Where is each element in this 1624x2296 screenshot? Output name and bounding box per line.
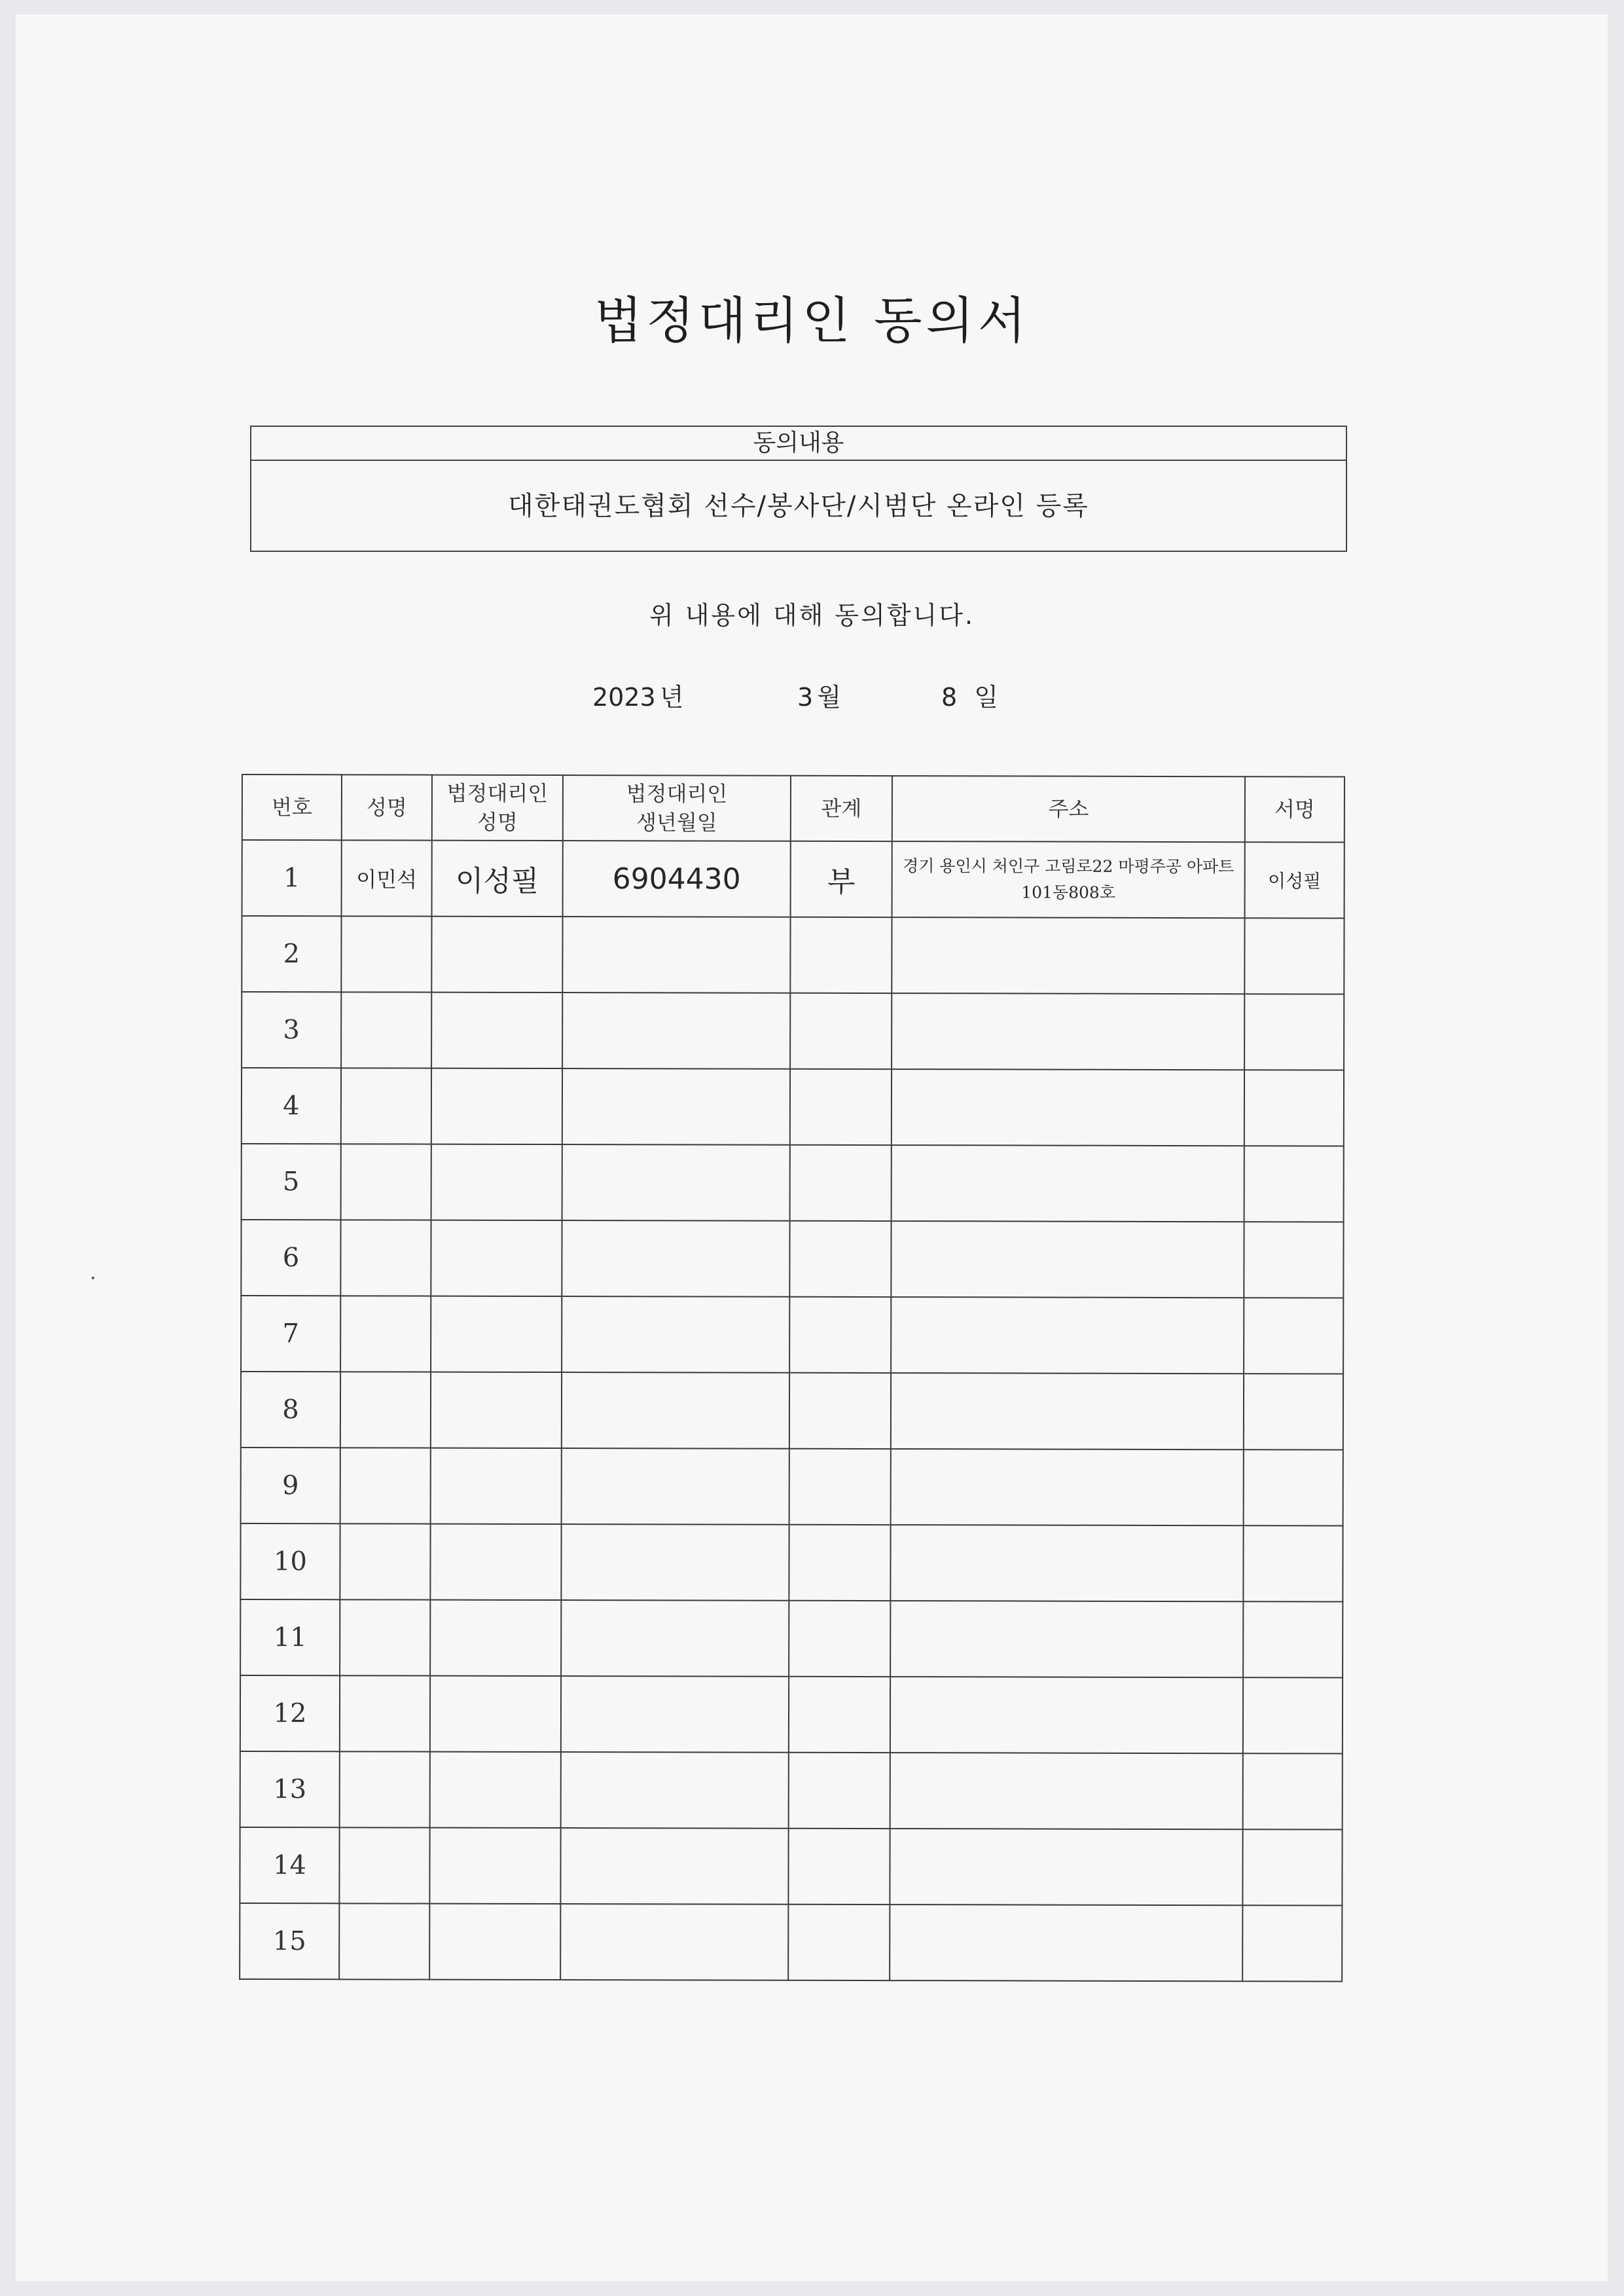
cell-rep-birth	[560, 1904, 788, 1980]
date-day	[941, 674, 998, 720]
table-row	[242, 1068, 1344, 1146]
agreement-statement: 위 내용에 대해 동의합니다.	[649, 601, 975, 630]
cell-name	[340, 1220, 431, 1296]
cell-signature	[1244, 994, 1344, 1070]
cell-rep-birth	[561, 1524, 789, 1601]
table-row	[240, 1751, 1343, 1830]
cell-address	[892, 1145, 1244, 1222]
cell-rep-name	[430, 1600, 561, 1676]
cell-rep-birth	[561, 1600, 789, 1677]
cell-no: 15	[240, 1903, 339, 1979]
table-row	[242, 992, 1344, 1070]
cell-rep-name	[430, 1676, 561, 1752]
cell-name	[341, 1068, 431, 1144]
cell-address: 경기 용인시 처인구 고림로22 마평주공 아파트101동808호	[892, 841, 1245, 918]
cell-signature	[1244, 1222, 1343, 1298]
cell-rep-birth	[562, 917, 790, 993]
cell-rep-name	[431, 1144, 562, 1220]
cell-relation	[789, 1297, 891, 1373]
cell-no: 14	[240, 1827, 339, 1903]
cell-relation	[788, 1904, 890, 1980]
cell-rep-birth	[560, 1828, 788, 1904]
date-year-value: 2023	[592, 683, 656, 712]
cell-name	[340, 1372, 431, 1448]
cell-no: 11	[240, 1599, 340, 1675]
table-header-row	[242, 774, 1344, 843]
header-rep-birth-line1: 법정대리인	[626, 781, 728, 807]
header-rep-name	[432, 775, 563, 841]
cell-rep-name	[429, 1828, 560, 1904]
cell-name	[339, 1903, 429, 1979]
cell-rep-birth	[561, 1676, 789, 1753]
cell-signature	[1244, 1449, 1343, 1525]
date-month	[797, 674, 841, 720]
cell-relation	[789, 1373, 891, 1449]
table-row	[240, 1827, 1342, 1906]
cell-signature	[1244, 1146, 1344, 1222]
cell-signature	[1243, 1677, 1343, 1753]
cell-address	[891, 1373, 1244, 1449]
cell-relation	[790, 917, 892, 993]
cell-no: 3	[242, 992, 341, 1068]
cell-signature	[1243, 1753, 1343, 1829]
cell-name	[340, 1448, 431, 1523]
date-month-unit: 월	[817, 683, 841, 712]
header-address: 주소	[892, 776, 1245, 842]
cell-signature	[1242, 1905, 1342, 1981]
table-row	[241, 1448, 1343, 1526]
cell-address	[890, 1904, 1242, 1981]
cell-rep-birth	[562, 993, 790, 1069]
cell-name	[340, 1523, 430, 1599]
date-day-unit: 일	[974, 683, 998, 712]
date-month-value: 3	[797, 683, 814, 712]
date-year-unit: 년	[659, 683, 684, 712]
cell-address	[891, 1221, 1244, 1298]
cell-rep-birth: 6904430	[563, 841, 791, 917]
cell-rep-name	[431, 917, 562, 993]
cell-no: 4	[242, 1068, 341, 1144]
cell-rep-name	[431, 993, 562, 1068]
table-row	[242, 916, 1344, 994]
cell-name: 이민석	[342, 840, 432, 916]
cell-rep-name	[431, 1372, 562, 1448]
cell-relation: 부	[791, 841, 892, 917]
header-rep-birth-line2: 생년월일	[636, 810, 717, 835]
cell-address	[890, 1525, 1243, 1601]
guardian-consent-table	[239, 774, 1345, 1982]
header-no: 번호	[242, 774, 342, 840]
cell-rep-name	[431, 1448, 562, 1524]
header-rep-birth	[563, 775, 791, 841]
cell-signature	[1243, 1601, 1343, 1677]
cell-relation	[790, 1069, 892, 1145]
table-row	[240, 1675, 1343, 1754]
cell-relation	[789, 1753, 890, 1829]
consent-content-text: 대한태권도협회 선수/봉사단/시범단 온라인 등록	[508, 491, 1089, 521]
header-name: 성명	[342, 774, 432, 840]
consent-content-box	[250, 426, 1347, 552]
cell-address	[890, 1601, 1243, 1677]
cell-no: 7	[241, 1296, 340, 1372]
cell-no: 13	[240, 1751, 340, 1827]
cell-rep-birth	[561, 1752, 789, 1829]
cell-signature	[1244, 1298, 1343, 1374]
cell-rep-birth	[562, 1372, 789, 1449]
cell-relation	[789, 1525, 890, 1601]
header-rep-name-line1: 법정대리인	[446, 780, 549, 806]
cell-signature	[1244, 918, 1344, 994]
cell-relation	[789, 1601, 890, 1677]
cell-name	[340, 1296, 431, 1372]
cell-name	[340, 1751, 430, 1827]
cell-no: 6	[241, 1220, 340, 1296]
cell-address	[890, 1829, 1242, 1905]
document-title: 법정대리인 동의서	[594, 291, 1030, 350]
table-row	[240, 1523, 1343, 1602]
cell-name	[340, 1675, 430, 1751]
cell-signature	[1243, 1525, 1343, 1601]
cell-no: 10	[240, 1523, 340, 1599]
cell-rep-birth	[562, 1296, 789, 1373]
cell-signature: 이성필	[1245, 842, 1344, 918]
cell-relation	[788, 1829, 890, 1904]
consent-content-header: 동의내용	[251, 427, 1346, 461]
cell-address	[891, 1297, 1244, 1374]
cell-relation	[790, 1145, 892, 1221]
cell-no: 1	[242, 840, 342, 916]
cell-relation	[789, 1677, 890, 1753]
table-row	[241, 1220, 1343, 1298]
cell-rep-name	[431, 1296, 562, 1372]
cell-rep-name: 이성필	[432, 841, 563, 917]
scan-speck	[92, 1277, 94, 1279]
cell-rep-birth	[562, 1144, 790, 1221]
cell-rep-birth	[562, 1220, 789, 1297]
cell-rep-birth	[562, 1448, 789, 1525]
table-row	[240, 1903, 1342, 1982]
header-signature: 서명	[1245, 776, 1344, 842]
cell-relation	[790, 993, 892, 1069]
date-day-value: 8	[941, 683, 958, 712]
table-row	[241, 1372, 1343, 1450]
cell-address	[892, 1069, 1244, 1146]
cell-signature	[1242, 1829, 1342, 1905]
cell-name	[340, 1599, 430, 1675]
cell-address	[892, 917, 1244, 994]
cell-no: 9	[241, 1448, 340, 1523]
header-relation: 관계	[791, 776, 892, 841]
cell-rep-birth	[562, 1068, 790, 1145]
cell-no: 8	[241, 1372, 340, 1448]
cell-address	[892, 993, 1244, 1070]
cell-relation	[789, 1449, 891, 1525]
cell-address	[891, 1449, 1244, 1525]
cell-no: 12	[240, 1675, 340, 1751]
cell-rep-name	[429, 1904, 560, 1980]
header-rep-name-line2: 성명	[477, 809, 518, 835]
cell-address	[890, 1753, 1243, 1829]
cell-rep-name	[430, 1752, 561, 1828]
cell-rep-name	[431, 1068, 562, 1144]
cell-signature	[1244, 1070, 1344, 1146]
cell-name	[341, 1144, 431, 1220]
cell-rep-name	[431, 1220, 562, 1296]
cell-no: 5	[242, 1144, 341, 1220]
cell-signature	[1244, 1374, 1343, 1449]
cell-name	[341, 992, 431, 1068]
cell-rep-name	[430, 1524, 561, 1600]
table-row	[242, 1144, 1344, 1222]
cell-no: 2	[242, 916, 341, 992]
cell-address	[890, 1677, 1243, 1753]
cell-name	[341, 916, 431, 992]
table-row	[240, 1599, 1343, 1678]
table-row	[242, 840, 1344, 919]
table-row	[241, 1296, 1343, 1374]
cell-relation	[789, 1221, 891, 1297]
table-body	[240, 840, 1344, 1982]
cell-name	[339, 1827, 429, 1903]
date-year	[592, 674, 683, 720]
